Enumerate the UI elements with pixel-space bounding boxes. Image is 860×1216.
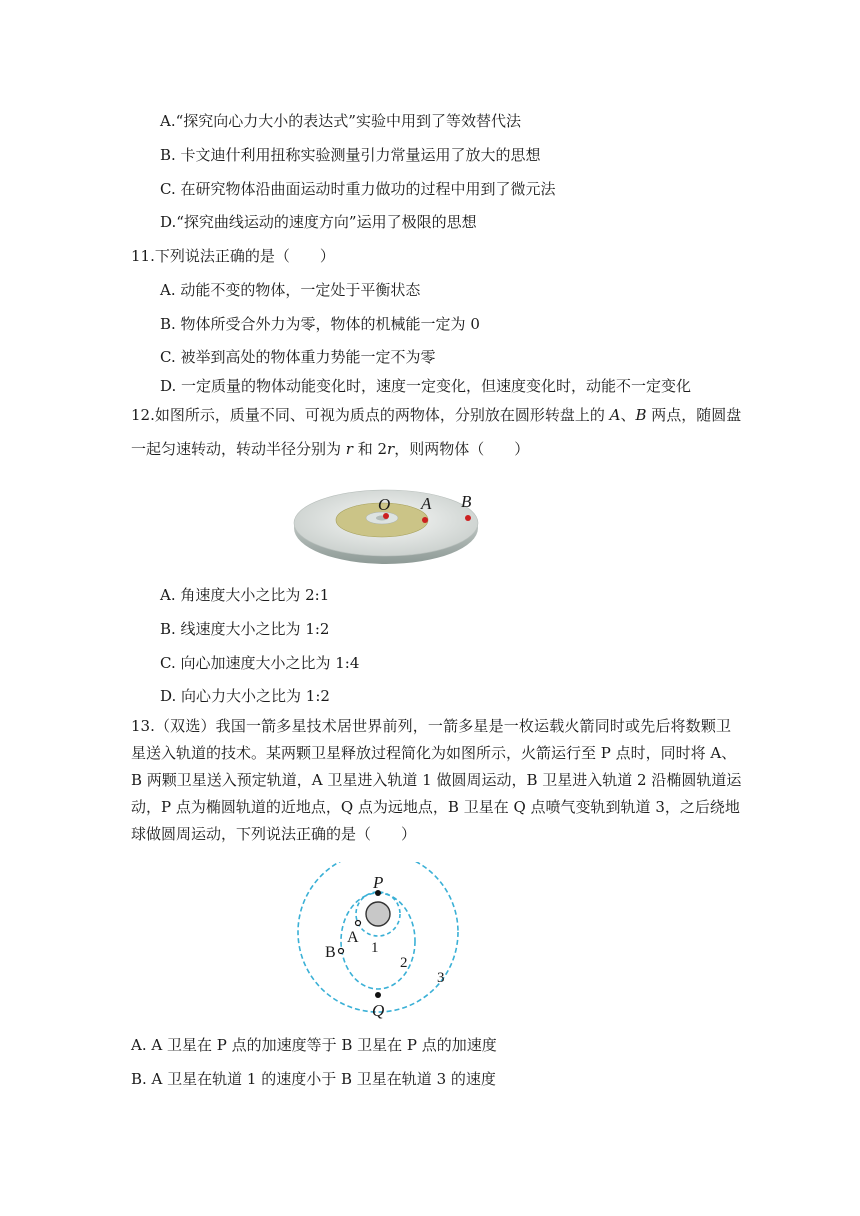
- q10-option-d: D.“探究曲线运动的速度方向”运用了极限的思想: [160, 213, 477, 231]
- point-q-dot: [375, 992, 381, 998]
- q13-stem-line4: 动，P 点为椭圆轨道的近地点，Q 点为远地点，B 卫星在 Q 点喷气变轨到轨道 3，之后绕地: [131, 798, 740, 816]
- q11-option-d: D. 一定质量的物体动能变化时，速度一定变化，但速度变化时，动能不一定变化: [160, 377, 692, 395]
- q13-stem-line3: B 两颗卫星送入预定轨道，A 卫星进入轨道 1 做圆周运动，B 卫星进入轨道 2 沿椭圆轨道运: [131, 771, 742, 789]
- satellite-a: [356, 921, 361, 926]
- earth: [366, 902, 390, 926]
- q10-option-b: B. 卡文迪什利用扭称实验测量引力常量运用了放大的思想: [160, 146, 541, 164]
- q13-option-a: A. A 卫星在 P 点的加速度等于 B 卫星在 P 点的加速度: [131, 1036, 497, 1054]
- q10-option-a: A.“探究向心力大小的表达式”实验中用到了等效替代法: [160, 112, 521, 130]
- q12-stem-line1: 12.如图所示，质量不同、可视为质点的两物体，分别放在圆形转盘上的 A、B 两点，随圆盘: [131, 406, 742, 424]
- q13-stem-line5: 球做圆周运动，下列说法正确的是（ ）: [131, 825, 417, 843]
- q11-stem: 11.下列说法正确的是（ ）: [131, 247, 335, 265]
- label-b: B: [461, 492, 472, 511]
- q11-option-a: A. 动能不变的物体，一定处于平衡状态: [160, 281, 421, 299]
- q11-option-b: B. 物体所受合外力为零，物体的机械能一定为 0: [160, 315, 480, 333]
- orbit-figure: [292, 862, 468, 1020]
- q12-option-c: C. 向心加速度大小之比为 1:4: [160, 654, 360, 672]
- label-b: B: [325, 944, 336, 961]
- label-p: P: [373, 873, 384, 892]
- q12-option-b: B. 线速度大小之比为 1:2: [160, 620, 330, 638]
- q12-option-a: A. 角速度大小之比为 2:1: [160, 586, 330, 604]
- q13-stem-line2: 星送入轨道的技术。某两颗卫星释放过程简化为如图所示，火箭运行至 P 点时，同时将 A、: [131, 744, 737, 762]
- label-orbit-3: 3: [437, 970, 445, 986]
- label-q: Q: [372, 1001, 385, 1020]
- label-o: O: [378, 495, 391, 514]
- q13-option-b: B. A 卫星在轨道 1 的速度小于 B 卫星在轨道 3 的速度: [131, 1070, 496, 1088]
- label-a: A: [347, 929, 359, 946]
- satellite-b: [339, 949, 344, 954]
- q10-option-c: C. 在研究物体沿曲面运动时重力做功的过程中用到了微元法: [160, 180, 556, 198]
- point-a-dot: [422, 517, 428, 523]
- label-a: A: [421, 494, 432, 513]
- q13-stem-line1: 13.（双选）我国一箭多星技术居世界前列，一箭多星是一枚运载火箭同时或先后将数颗卫: [131, 717, 731, 735]
- turntable-figure: [290, 488, 485, 568]
- point-b-dot: [465, 515, 471, 521]
- label-orbit-1: 1: [371, 940, 379, 956]
- q12-stem-line2: 一起匀速转动，转动半径分别为 r 和 2r，则两物体（ ）: [131, 440, 530, 458]
- q11-option-c: C. 被举到高处的物体重力势能一定不为零: [160, 348, 436, 366]
- label-orbit-2: 2: [400, 955, 408, 971]
- q12-option-d: D. 向心力大小之比为 1:2: [160, 687, 330, 705]
